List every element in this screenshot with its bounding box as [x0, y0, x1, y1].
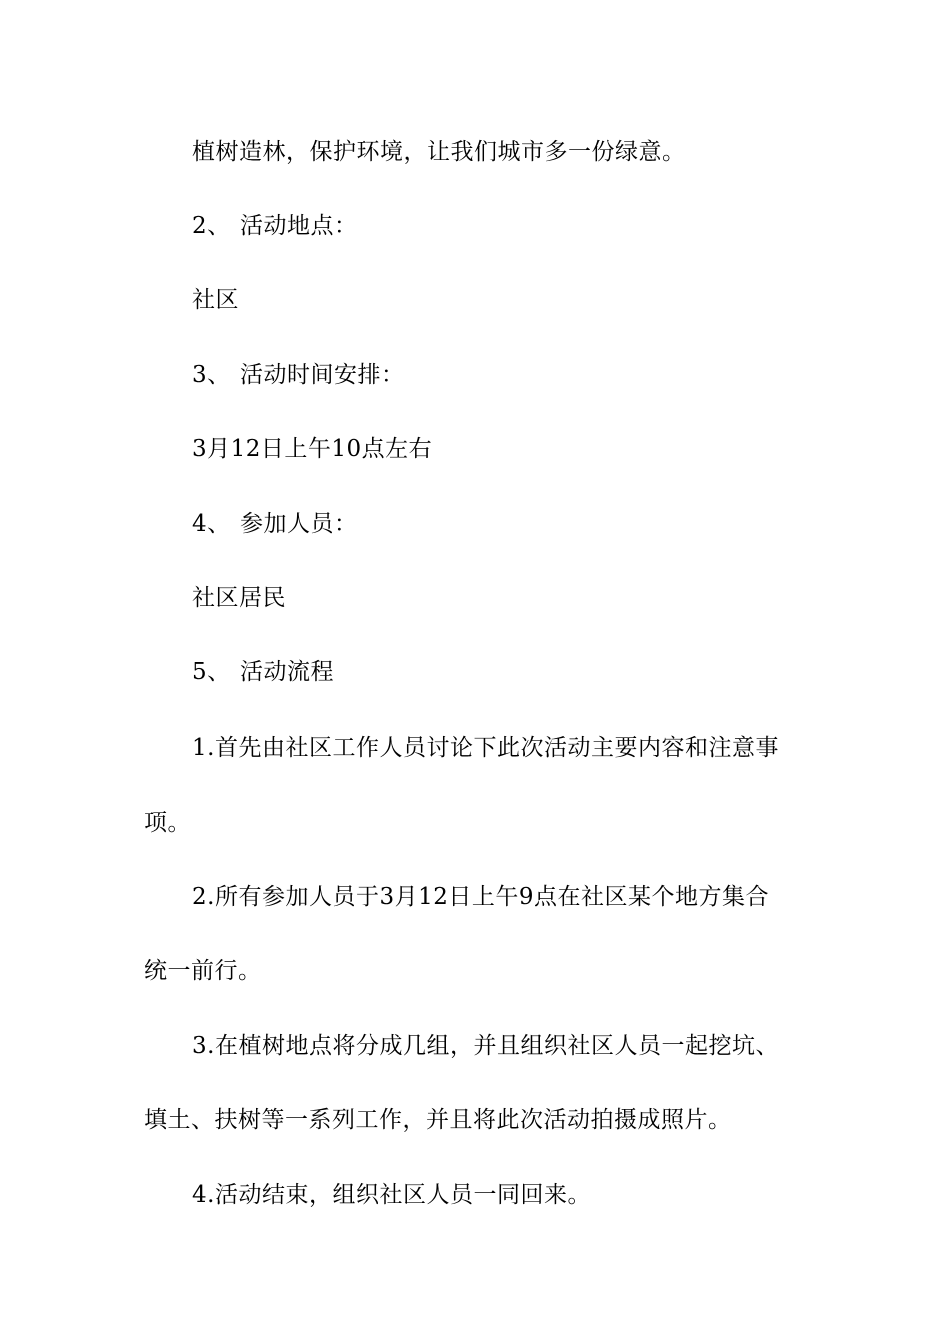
step-4-line-1: 4.活动结束，组织社区人员一同回来。 [192, 1182, 591, 1208]
step-1-line-1: 1.首先由社区工作人员讨论下此次活动主要内容和注意事 [192, 735, 779, 761]
section-heading-process [192, 657, 334, 687]
section-heading-text: 活动时间安排： [240, 362, 405, 388]
step-2-line-2: 统一前行。 [144, 958, 262, 984]
section-number: 4、 [192, 511, 231, 537]
section-heading-participants [192, 509, 358, 539]
section-content-time: 3月12日上午10点左右 [192, 436, 433, 462]
section-number: 5、 [192, 659, 231, 685]
section-heading-text: 活动地点： [240, 213, 358, 239]
section-heading-text: 活动流程 [240, 659, 334, 685]
section-heading-time [192, 360, 405, 390]
intro-line: 植树造林，保护环境，让我们城市多一份绿意。 [192, 139, 686, 165]
section-content-participants: 社区居民 [192, 585, 286, 611]
step-3-line-1: 3.在植树地点将分成几组，并且组织社区人员一起挖坑、 [192, 1033, 779, 1059]
section-heading-text: 参加人员： [240, 511, 358, 537]
step-2-line-1: 2.所有参加人员于3月12日上午9点在社区某个地方集合 [192, 884, 769, 910]
step-1-line-2: 项。 [144, 810, 191, 836]
section-heading-location [192, 211, 358, 241]
section-number: 2、 [192, 213, 231, 239]
section-number: 3、 [192, 362, 231, 388]
step-3-line-2: 填土、扶树等一系列工作，并且将此次活动拍摄成照片。 [144, 1107, 732, 1133]
section-content-location: 社区 [192, 287, 239, 313]
